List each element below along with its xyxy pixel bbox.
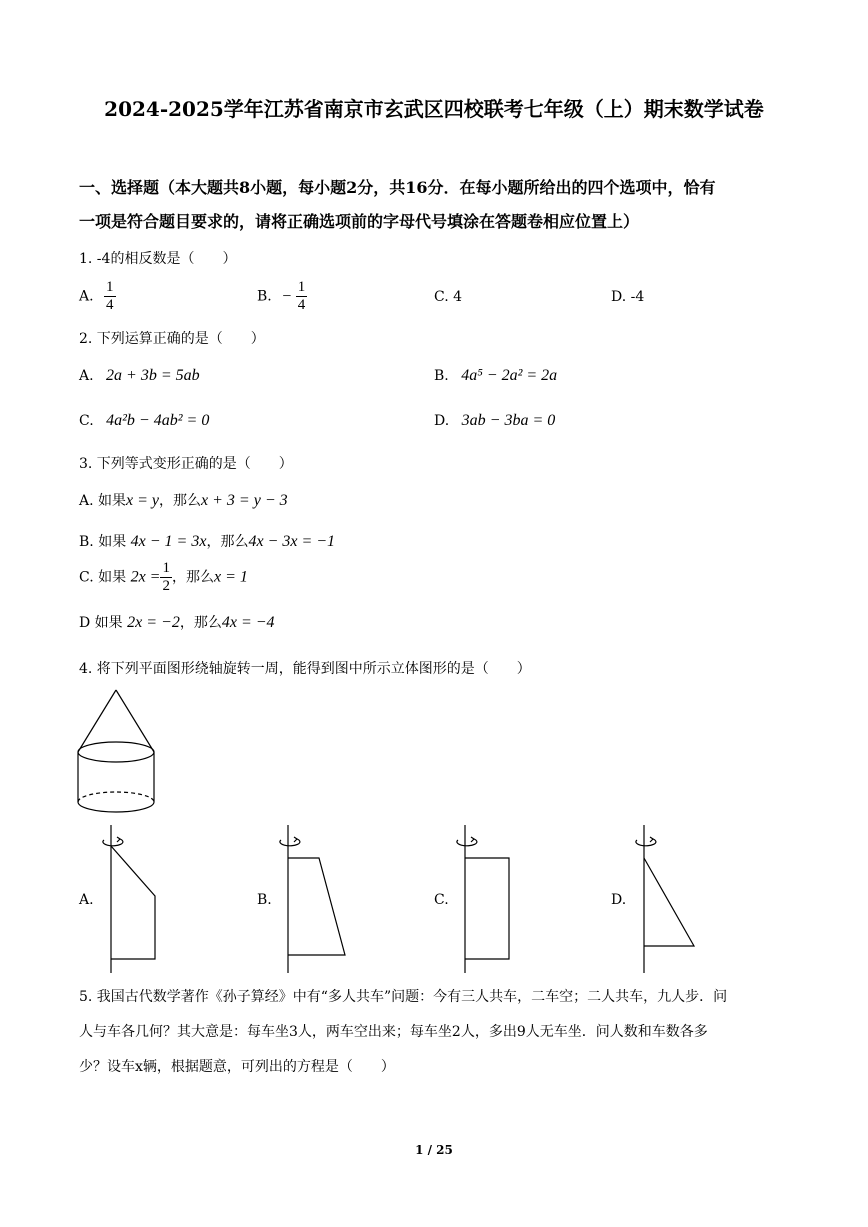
question-1-option-c: C. 4 xyxy=(434,289,463,305)
option-prefix: D 如果 xyxy=(79,615,123,631)
fraction-denominator: 2 xyxy=(162,578,170,594)
plane-shape xyxy=(288,858,345,955)
cylinder-top-ellipse xyxy=(78,742,154,762)
math-expression: x = y xyxy=(126,492,160,509)
rotation-arrowhead-icon xyxy=(471,837,474,842)
question-1-option-d: D. -4 xyxy=(611,289,645,305)
rotation-arrow-icon xyxy=(457,839,477,846)
section-heading-line-2: 一项是符合题目要求的，请将正确选项前的字母代号填涂在答题卷相应位置上） xyxy=(79,212,640,231)
rotation-arrowhead-icon xyxy=(650,837,653,842)
question-4-option-a-figure xyxy=(100,825,170,975)
option-label: C. xyxy=(79,413,94,429)
math-expression: 4x = −4 xyxy=(221,614,275,631)
question-4-option-a-label: A. xyxy=(79,892,94,908)
question-1-stem: 1. -4的相反数是（ ） xyxy=(79,251,237,267)
fraction-numerator: 1 xyxy=(297,279,306,295)
math-expression: 4a⁵ − 2a² = 2a xyxy=(461,367,558,384)
plane-shape xyxy=(465,858,509,959)
question-3-option-d xyxy=(79,612,275,632)
question-4-option-c-label: C. xyxy=(434,892,449,908)
math-expression: 4x − 3x = −1 xyxy=(248,533,336,550)
math-expression: 2x = −2 xyxy=(127,614,180,631)
question-2-option-d xyxy=(434,412,555,430)
rotation-arrowhead-icon xyxy=(294,837,297,842)
question-4-option-d-label: D. xyxy=(611,892,627,908)
math-expression: 4a²b − 4ab² = 0 xyxy=(106,412,210,429)
plane-shape xyxy=(644,858,694,946)
option-label: B. xyxy=(257,288,272,305)
math-expression: x + 3 = y − 3 xyxy=(201,492,288,509)
question-3-option-c xyxy=(79,560,248,595)
question-4-option-b-figure xyxy=(277,825,352,975)
option-prefix: A. 如果 xyxy=(79,493,127,509)
section-heading-line-1: 一、选择题（本大题共8小题，每小题2分，共16分．在每小题所给出的四个选项中，恰有 xyxy=(79,178,716,197)
cylinder-bottom-back-arc xyxy=(78,792,154,802)
question-1-option-a xyxy=(79,279,116,314)
rotation-arrow-icon xyxy=(103,839,123,846)
fraction-numerator: 1 xyxy=(162,560,170,576)
fraction xyxy=(296,279,308,314)
question-5-line-3: 少？设车x辆，根据题意，可列出的方程是（ ） xyxy=(79,1059,395,1075)
rotation-arrowhead-icon xyxy=(117,837,120,842)
math-expression: 2a + 3b = 5ab xyxy=(106,367,200,384)
connector-text: ，那么 xyxy=(206,534,249,550)
option-label: A. xyxy=(79,368,94,384)
math-expression: 4x − 1 = 3x xyxy=(130,533,207,550)
fraction-denominator: 4 xyxy=(106,297,114,313)
question-5-line-2: 人与车各几何？其大意是：每车坐3人，两车空出来；每车坐2人，多出9人无车坐．问人数和车数各多 xyxy=(79,1024,708,1040)
question-2-stem: 2. 下列运算正确的是（ ） xyxy=(79,331,265,347)
question-4-option-d-figure xyxy=(633,825,703,975)
rotation-arrow-icon xyxy=(280,839,300,846)
question-3-option-b xyxy=(79,531,335,551)
question-4-stem: 4. 将下列平面图形绕轴旋转一周，能得到图中所示立体图形的是（ ） xyxy=(79,661,531,677)
connector-text: ，那么 xyxy=(159,493,202,509)
question-4-option-b-label: B. xyxy=(257,892,272,908)
option-label: B. xyxy=(434,368,449,384)
page-number: 1 / 25 xyxy=(415,1143,453,1157)
page-title: 2024-2025学年江苏省南京市玄武区四校联考七年级（上）期末数学试卷 xyxy=(104,97,764,121)
plane-shape xyxy=(111,846,155,959)
connector-text: ，那么 xyxy=(179,615,222,631)
fraction xyxy=(160,560,172,595)
cone-cylinder-solid-figure xyxy=(70,685,170,820)
question-2-option-a xyxy=(79,367,200,385)
math-expression: x = 1 xyxy=(213,568,248,586)
option-prefix: C. 如果 xyxy=(79,569,127,586)
option-prefix: B. 如果 xyxy=(79,534,127,550)
cylinder-bottom-front-arc xyxy=(78,802,154,812)
question-2-option-b xyxy=(434,367,557,385)
minus-sign: − xyxy=(282,287,292,305)
math-expression: 2x = xyxy=(130,568,161,586)
connector-text: ，那么 xyxy=(171,569,214,586)
option-label: A. xyxy=(79,288,94,305)
question-5-line-1: 5. 我国古代数学著作《孙子算经》中有“多人共车”问题：今有三人共车，二车空；二人共车，九人步．问 xyxy=(79,989,728,1005)
rotation-arrow-icon xyxy=(636,839,656,846)
question-3-option-a xyxy=(79,490,288,510)
option-label: D. xyxy=(434,413,450,429)
question-3-stem: 3. 下列等式变形正确的是（ ） xyxy=(79,456,293,472)
math-expression: 3ab − 3ba = 0 xyxy=(461,412,556,429)
question-4-option-c-figure xyxy=(454,825,524,975)
question-2-option-c xyxy=(79,412,209,430)
fraction-denominator: 4 xyxy=(297,297,306,313)
question-1-option-b xyxy=(257,279,307,314)
fraction xyxy=(104,279,116,314)
fraction-numerator: 1 xyxy=(106,279,114,295)
